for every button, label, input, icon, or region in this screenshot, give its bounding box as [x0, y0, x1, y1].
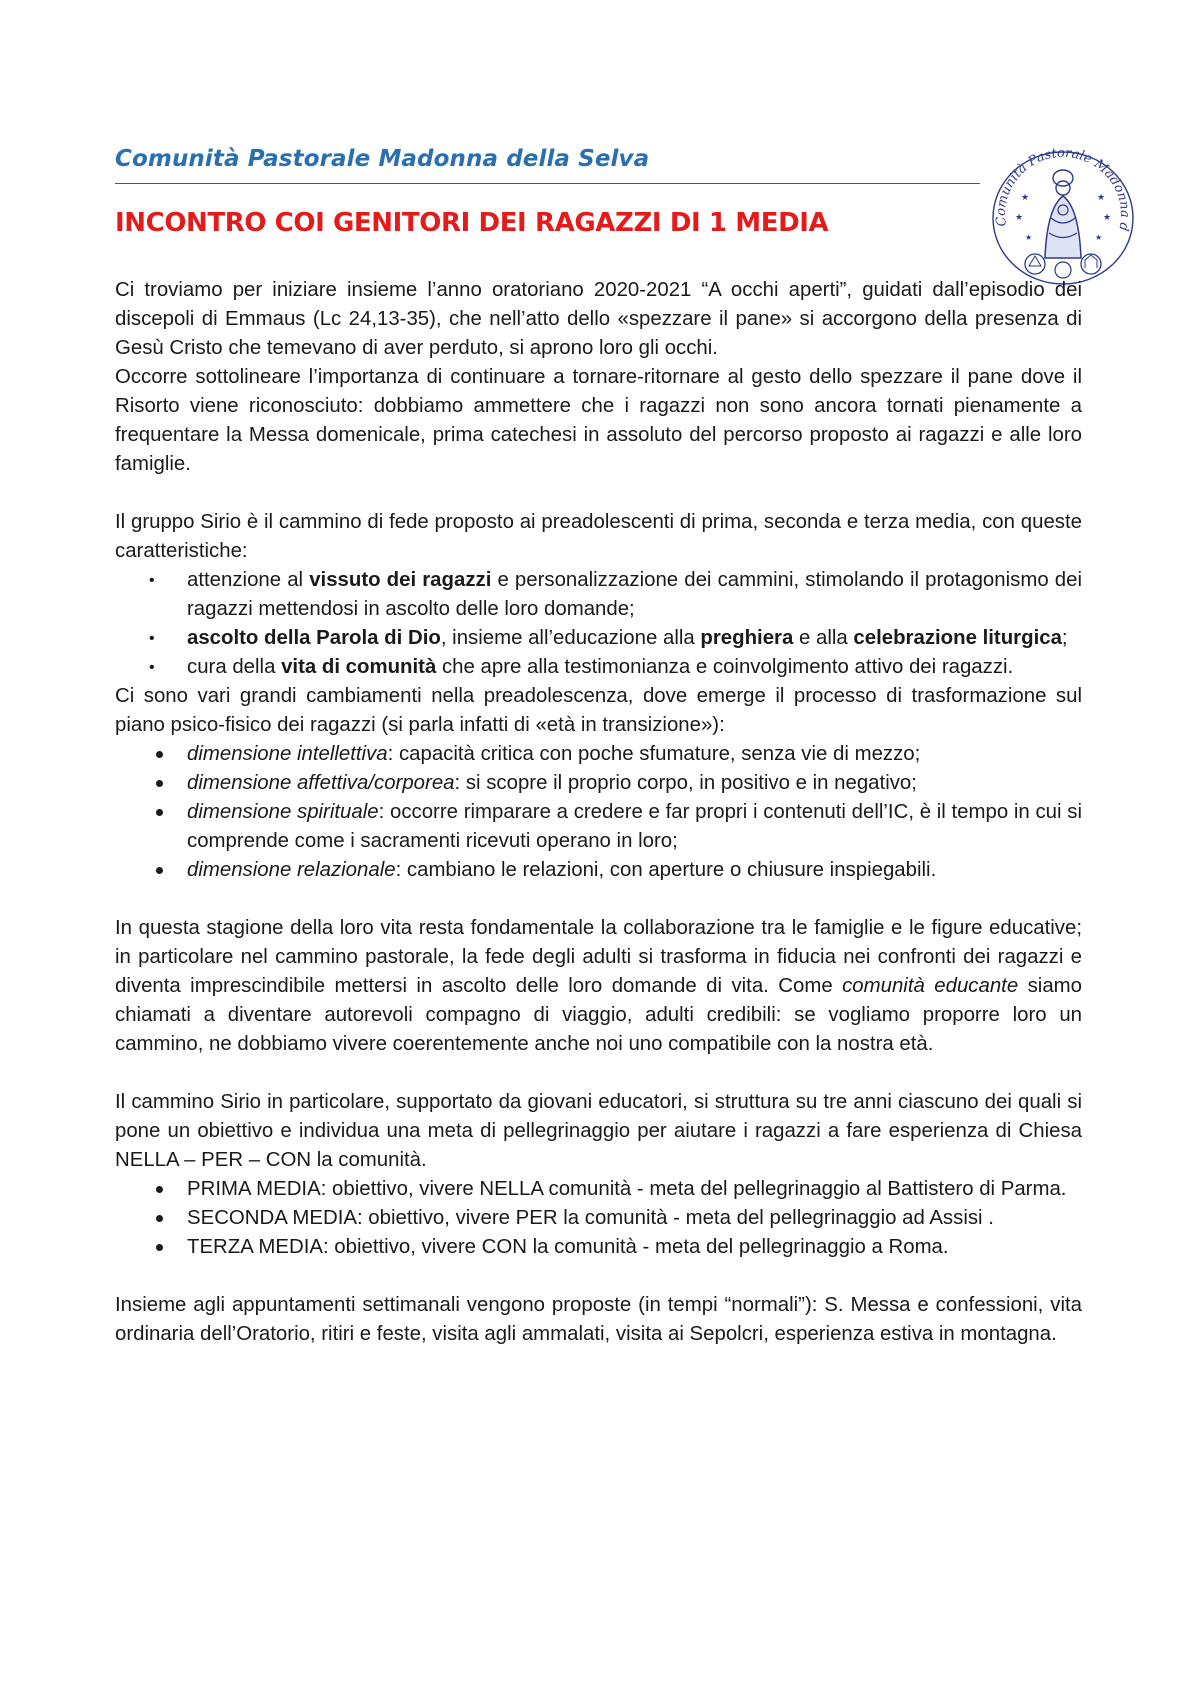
- list-item: dimensione intellettiva: capacità critica con poche sfumature, senza vie di mezzo;: [115, 740, 1082, 769]
- list-item: PRIMA MEDIA: obiettivo, vivere NELLA comunità - meta del pellegrinaggio al Battistero di Parma.: [115, 1175, 1082, 1204]
- features-list: [115, 566, 1082, 682]
- intro-paragraph-2: Occorre sottolineare l’importanza di continuare a tornare-ritornare al gesto dello spezzare il pane dove il Risorto viene riconosciuto: dobbiamo ammettere che i ragazzi non sono ancora tornati pienamente a frequentare la Messa domenicale, prima catechesi in assoluto del percorso proposto ai ragazzi e alle loro famiglie.: [115, 366, 1082, 475]
- document-body: [115, 276, 1082, 1349]
- svg-text:★: ★: [1095, 233, 1103, 242]
- intro-paragraph-1: Ci troviamo per iniziare insieme l’anno oratoriano 2020-2021 “A occhi aperti”, guidati dall’episodio dei discepoli di Emmaus (Lc 24,13-35), che nell’atto dello «spezzare il pane» si accorgono della presenza di Gesù Cristo che temevano di aver perduto, si aprono loro gli occhi.: [115, 279, 1082, 359]
- svg-text:★: ★: [1097, 192, 1106, 202]
- season-paragraph: In questa stagione della loro vita resta fondamentale la collaborazione tra le famiglie e le figure educative; in particolare nel cammino pastorale, la fede degli adulti si trasforma in fiducia nei confronti dei ragazzi e diventa imprescindibile mettersi in ascolto delle loro domande di vita. Come comunità educante siamo chiamati a diventare autorevoli compagno di viaggio, adulti credibili: se vogliamo proporre loro un cammino, ne dobbiamo vivere coerentemente anche noi uno compatibile con la nostra età.: [115, 917, 1082, 1055]
- dimensions-list: [115, 740, 1082, 885]
- closing-paragraph: Insieme agli appuntamenti settimanali vengono proposte (in tempi “normali”): S. Messa e confessioni, vita ordinaria dell’Oratorio, ritiri e feste, visita agli ammalati, visita ai Sepolcri, esperienza estiva in montagna.: [115, 1294, 1082, 1345]
- list-item: • attenzione al vissuto dei ragazzi e personalizzazione dei cammini, stimolando il protagonismo dei ragazzi mettendosi in ascolto delle loro domande;: [115, 566, 1082, 624]
- parish-seal-logo: [985, 138, 1141, 288]
- path-intro: Il cammino Sirio in particolare, supportato da giovani educatori, si struttura su tre anni ciascuno dei quali si pone un obiettivo e individua una meta di pellegrinaggio per aiutare i ragazzi a fare esperienza di Chiesa NELLA – PER – CON la comunità.: [115, 1091, 1082, 1171]
- changes-intro: Ci sono vari grandi cambiamenti nella preadolescenza, dove emerge il processo di trasformazione sul piano psico-fisico dei ragazzi (si parla infatti di «età in transizione»):: [115, 685, 1082, 736]
- svg-text:★: ★: [1015, 212, 1024, 222]
- svg-text:Comunità Pastorale Madonna del: Comunità Pastorale Madonna d: [993, 145, 1133, 233]
- list-item: dimensione relazionale: cambiano le relazioni, con aperture o chiusure inspiegabili.: [115, 856, 1082, 885]
- years-list: [115, 1175, 1082, 1262]
- list-item: TERZA MEDIA: obiettivo, vivere CON la comunità - meta del pellegrinaggio a Roma.: [115, 1233, 1082, 1262]
- community-name: Comunità Pastorale Madonna della Selva: [115, 146, 650, 172]
- list-item: dimensione affettiva/corporea: si scopre il proprio corpo, in positivo e in negativo;: [115, 769, 1082, 798]
- header-divider: [115, 183, 980, 184]
- document-title: INCONTRO COI GENITORI DEI RAGAZZI DI 1 MEDIA: [115, 208, 829, 238]
- svg-text:★: ★: [1025, 233, 1033, 242]
- list-item: • cura della vita di comunità che apre alla testimonianza e coinvolgimento attivo dei ragazzi.: [115, 653, 1082, 682]
- svg-text:★: ★: [1103, 212, 1112, 222]
- list-item: dimensione spirituale: occorre rimparare a credere e far propri i contenuti dell’IC, è il tempo in cui si comprende come i sacramenti ricevuti operano in loro;: [115, 798, 1082, 856]
- list-item: SECONDA MEDIA: obiettivo, vivere PER la comunità - meta del pellegrinaggio ad Assisi .: [115, 1204, 1082, 1233]
- sirio-intro: Il gruppo Sirio è il cammino di fede proposto ai preadolescenti di prima, seconda e terza media, con queste caratteristiche:: [115, 511, 1082, 562]
- svg-text:★: ★: [1021, 192, 1030, 202]
- list-item: • ascolto della Parola di Dio, insieme all’educazione alla preghiera e alla celebrazione liturgica;: [115, 624, 1082, 653]
